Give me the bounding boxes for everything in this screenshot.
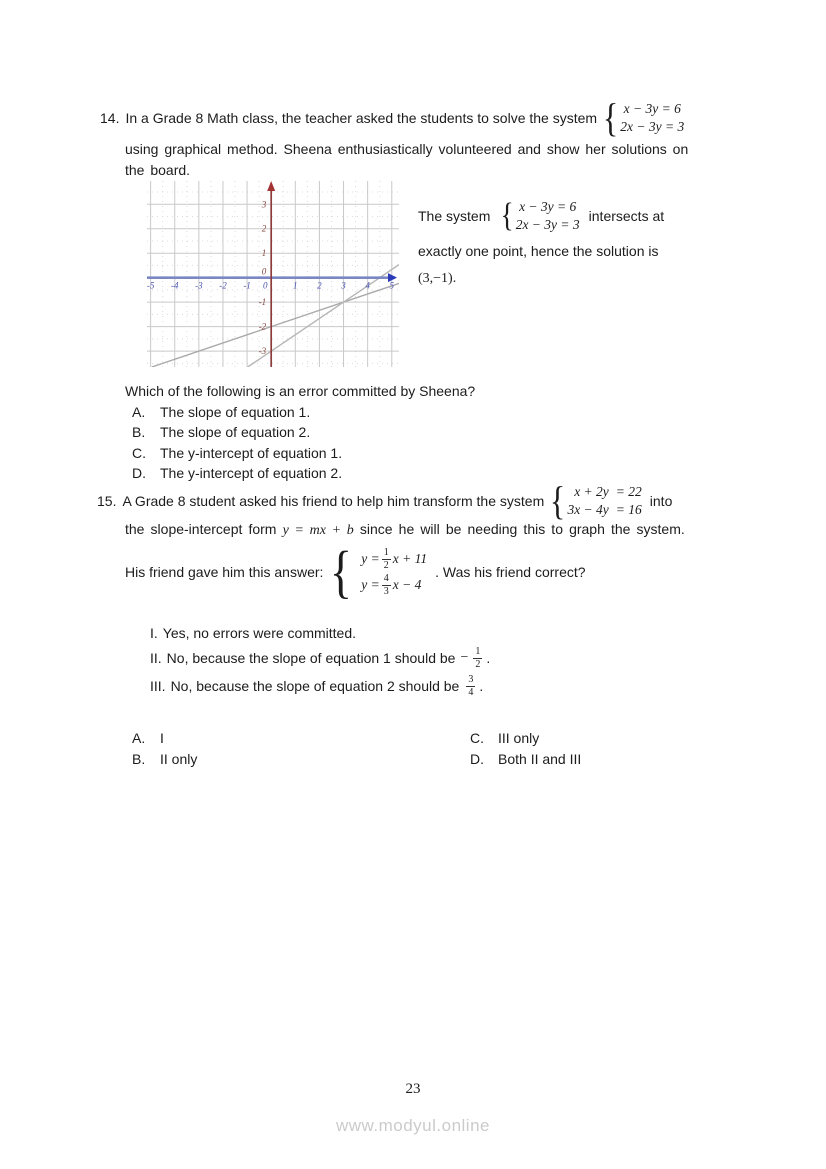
choice-label: D. bbox=[132, 465, 146, 482]
question-14-intro-continued bbox=[125, 139, 737, 181]
equation-1-rhs: = 22 bbox=[615, 484, 642, 499]
denominator: 2 bbox=[383, 559, 389, 571]
line2-pre: the slope-intercept form bbox=[125, 521, 277, 537]
svg-text:2: 2 bbox=[261, 223, 267, 234]
choice-text: The slope of equation 2. bbox=[160, 424, 311, 441]
numerator: 1 bbox=[475, 645, 481, 657]
denominator: 4 bbox=[468, 686, 474, 698]
equation-1-lhs: x + 2y bbox=[574, 484, 609, 499]
statement-label: II. bbox=[150, 650, 162, 666]
choice-label: D. bbox=[470, 751, 484, 767]
answer-post: . Was his friend correct? bbox=[435, 564, 586, 580]
svg-text:-5: -5 bbox=[147, 280, 155, 291]
statement-label: III. bbox=[150, 678, 166, 694]
statement-2 bbox=[150, 644, 490, 672]
svg-text:-1: -1 bbox=[258, 297, 267, 308]
question-14-prompt: Which of the following is an error committed by Sheena? bbox=[125, 383, 476, 399]
statement-text: Yes, no errors were committed. bbox=[162, 625, 357, 641]
svg-text:0: 0 bbox=[262, 280, 268, 291]
choice-a bbox=[132, 728, 197, 749]
choice-text: The y-intercept of equation 2. bbox=[160, 465, 343, 482]
statement-2-fraction bbox=[473, 647, 482, 670]
choice-text: I bbox=[160, 730, 164, 746]
choice-text: II only bbox=[160, 751, 198, 767]
choice-d bbox=[470, 749, 581, 770]
question-15-system bbox=[548, 478, 642, 523]
answer-equations bbox=[361, 546, 427, 598]
choice-text: III only bbox=[498, 730, 540, 746]
choice-label: A. bbox=[132, 730, 146, 746]
choice-c bbox=[470, 728, 581, 749]
note-system bbox=[499, 198, 579, 234]
question-15-intro-text: A Grade 8 student asked his friend to help him transform the system bbox=[122, 493, 545, 509]
eq1-tail: x + 11 bbox=[392, 551, 428, 566]
svg-text:5: 5 bbox=[389, 280, 395, 291]
equation-2: 2x − 3y = 3 bbox=[620, 119, 685, 134]
eq2-fraction bbox=[382, 574, 391, 597]
line2-post: since he will be needing this to graph the system. bbox=[359, 521, 685, 537]
choice-b bbox=[132, 749, 197, 770]
question-15-statements bbox=[150, 622, 490, 700]
numerator: 1 bbox=[383, 546, 389, 558]
answer-system bbox=[327, 538, 428, 604]
statement-text: No, because the slope of equation 2 should be bbox=[170, 678, 460, 694]
choice-text: The y-intercept of equation 1. bbox=[160, 444, 343, 461]
svg-text:1: 1 bbox=[261, 248, 267, 259]
solution-point: (3,−1). bbox=[418, 271, 457, 286]
system-equations bbox=[567, 483, 641, 519]
solution-note bbox=[418, 194, 728, 292]
statement-end: . bbox=[486, 650, 491, 666]
question-15-intro-row bbox=[97, 478, 672, 524]
equation-1: x − 3y = 6 bbox=[519, 199, 577, 214]
statement-label: I. bbox=[150, 625, 158, 641]
choice-text: The slope of equation 1. bbox=[160, 404, 311, 420]
denominator: 2 bbox=[475, 658, 481, 670]
page-number: 23 bbox=[405, 1081, 421, 1097]
intro-cont-line-2: the board. bbox=[125, 162, 191, 178]
answer-pre: His friend gave him this answer: bbox=[125, 564, 324, 580]
system-equations bbox=[516, 198, 580, 234]
eq1-fraction bbox=[382, 548, 391, 571]
question-14-number: 14. bbox=[100, 110, 120, 126]
choice-b bbox=[132, 422, 342, 442]
equation-1: x − 3y = 6 bbox=[623, 101, 681, 116]
solution-note-line-1 bbox=[418, 194, 728, 238]
question-15-answer-row bbox=[125, 538, 586, 604]
question-15-number: 15. bbox=[97, 493, 117, 509]
statement-1 bbox=[150, 622, 490, 644]
choice-label: B. bbox=[132, 751, 146, 767]
choice-label: B. bbox=[132, 424, 146, 441]
statement-3 bbox=[150, 672, 490, 700]
answer-equation-2 bbox=[361, 572, 421, 598]
question-15-line-2 bbox=[125, 521, 731, 539]
statement-3-fraction bbox=[466, 675, 475, 698]
statement-end: . bbox=[479, 678, 484, 694]
svg-text:-1: -1 bbox=[243, 280, 251, 291]
svg-text:4: 4 bbox=[365, 280, 370, 291]
question-14-system bbox=[601, 95, 685, 140]
question-15-intro-after: into bbox=[649, 493, 673, 509]
note-post: intersects at bbox=[588, 207, 665, 224]
svg-text:3: 3 bbox=[261, 199, 267, 210]
svg-text:-3: -3 bbox=[258, 346, 267, 357]
choice-label: C. bbox=[132, 444, 146, 461]
choice-c bbox=[132, 443, 342, 463]
left-brace: { bbox=[330, 538, 353, 604]
numerator: 4 bbox=[383, 572, 389, 584]
question-14-choices bbox=[132, 402, 342, 484]
svg-text:-4: -4 bbox=[170, 280, 179, 291]
left-brace: { bbox=[550, 478, 566, 523]
svg-text:-3: -3 bbox=[195, 280, 203, 291]
question-14-intro-text: In a Grade 8 Math class, the teacher asked the students to solve the system bbox=[125, 110, 598, 126]
svg-text:2: 2 bbox=[317, 280, 322, 291]
coordinate-plane-graph bbox=[147, 181, 399, 367]
choice-label: C. bbox=[470, 730, 484, 746]
choice-label: A. bbox=[132, 404, 146, 420]
system-equations bbox=[620, 100, 684, 136]
equation-2-rhs: = 16 bbox=[615, 502, 642, 517]
svg-text:1: 1 bbox=[293, 280, 298, 291]
equation-2: 2x − 3y = 3 bbox=[515, 217, 580, 232]
equation-2-lhs: 3x − 4y bbox=[567, 502, 609, 517]
svg-text:-2: -2 bbox=[219, 280, 227, 291]
minus-sign: − bbox=[460, 650, 469, 665]
left-brace: { bbox=[602, 95, 619, 140]
choice-text: Both II and III bbox=[498, 751, 582, 767]
choice-a bbox=[132, 402, 342, 422]
watermark: www.modyul.online bbox=[335, 1116, 490, 1135]
note-pre: The system bbox=[418, 207, 491, 224]
svg-text:0: 0 bbox=[261, 266, 267, 277]
left-brace: { bbox=[500, 196, 515, 234]
eq1-lead: y = bbox=[361, 551, 380, 566]
solution-note-line-2: exactly one point, hence the solution is bbox=[418, 243, 659, 259]
svg-text:3: 3 bbox=[341, 280, 346, 291]
question-14-intro-row bbox=[100, 95, 688, 141]
question-15-choices-right bbox=[470, 728, 581, 770]
statement-text: No, because the slope of equation 1 should be bbox=[166, 650, 456, 666]
question-15-choices-left bbox=[132, 728, 197, 770]
svg-text:-2: -2 bbox=[258, 321, 267, 332]
graph-figure bbox=[147, 181, 399, 367]
slope-intercept-form: y = mx + b bbox=[282, 523, 354, 538]
denominator: 3 bbox=[383, 585, 389, 597]
eq2-lead: y = bbox=[361, 577, 380, 592]
eq2-tail: x − 4 bbox=[392, 577, 422, 592]
intro-cont-line-1: using graphical method. Sheena enthusiastically volunteered and show her solutions on bbox=[125, 141, 689, 157]
numerator: 3 bbox=[468, 673, 474, 685]
answer-equation-1 bbox=[361, 546, 427, 572]
